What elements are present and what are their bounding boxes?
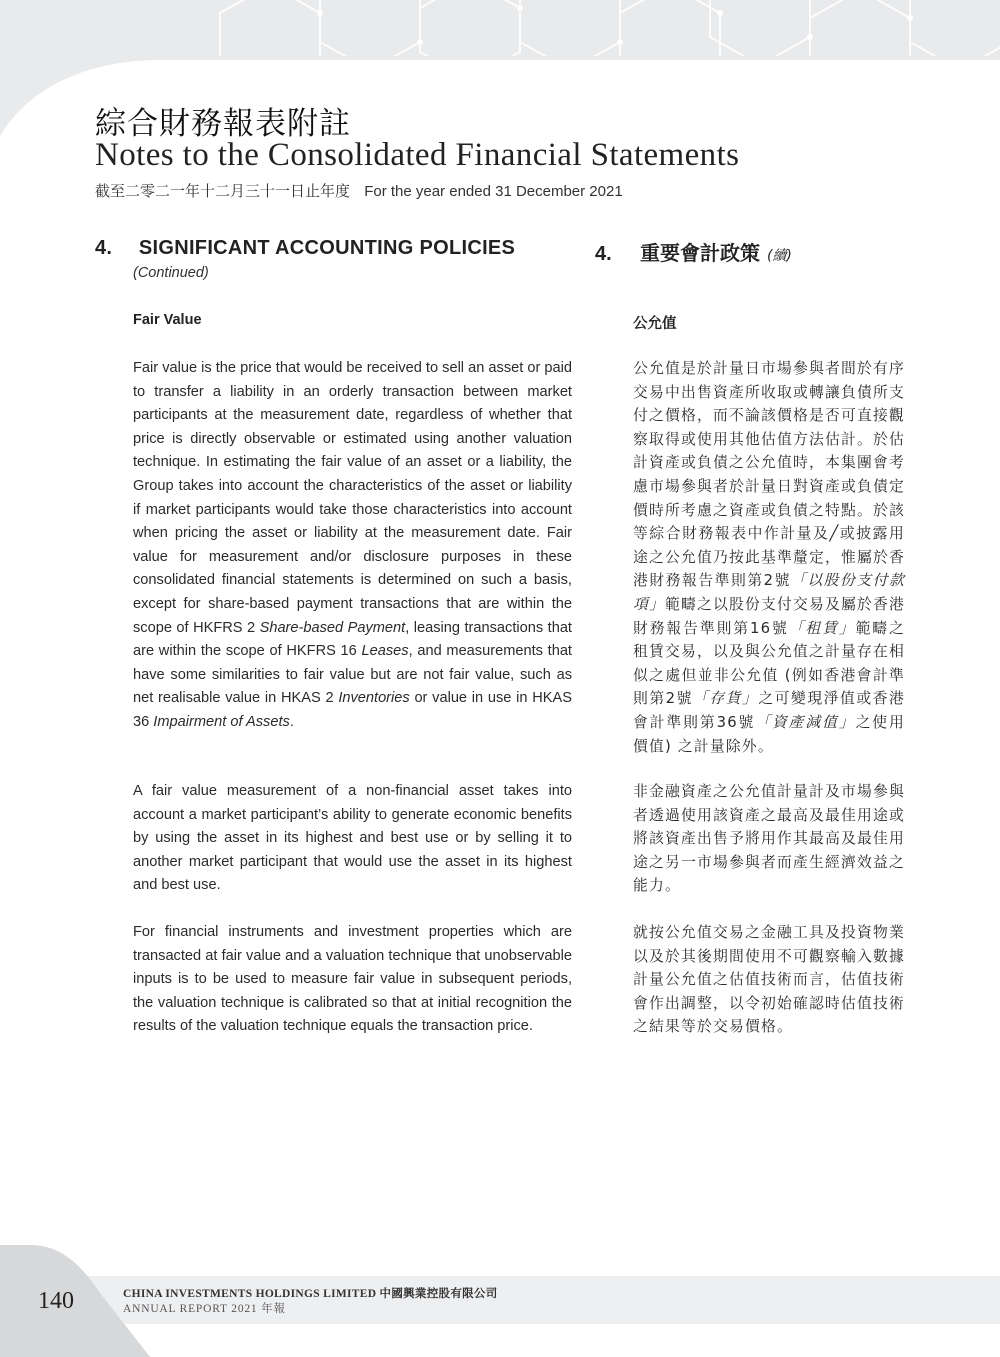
italic-term: Inventories xyxy=(338,690,410,707)
section-title-zh: 重要會計政策 xyxy=(639,241,760,265)
subsection-title-en: Fair Value xyxy=(133,312,202,328)
footer-report: ANNUAL REPORT 2021 年報 xyxy=(123,1303,286,1315)
header-decoration xyxy=(0,0,1000,60)
paragraph-zh-3: 就按公允值交易之金融工具及投資物業以及於其後期間使用不可觀察輸入數據計量公允值之估值技術而言，估值技術會作出調整，以令初始確認時估值技術之結果等於交易價格。 xyxy=(633,924,905,1036)
italic-term: 「租賃」 xyxy=(788,619,856,637)
section-heading-en xyxy=(95,237,515,260)
paragraph-zh-2: 非金融資產之公允值計量計及市場參與者透過使用該資產之最高及最佳用途或將該資產出售予將用作其最高及最佳用途之另一市場參與者而產生經濟效益之能力。 xyxy=(633,783,905,895)
paragraph-en-2: A fair value measurement of a non-financial asset takes into account a market participant’s ability to generate economic benefits by using the asset in its highest and best use or by selling it to another market participant that would use the asset in its highest and best use. xyxy=(133,783,572,894)
italic-term: Impairment of Assets xyxy=(153,713,290,730)
text-run: Fair value is the price that would be received to sell an asset or paid to transfer a liability in an orderly transaction between market participants at the measurement date, regardless of whether that price is directly observable or estimated using another valuation technique. In estimating the fair value of an asset or a liability, the Group takes into account the characteristics of the asset or liability if market participants would take those characteristics into account when pricing the asset or liability at the measurement date. Fair value for measurement and/or disclosure purposes in these consolidated financial statements is determined on such a basis, except for share-based payment transactions that are within the scope of HKFRS 2 xyxy=(133,360,572,636)
section-number-en: 4. xyxy=(95,237,113,259)
text-run: . xyxy=(289,713,294,730)
text-run: 範疇之租賃交易，以及與公允值之計量存在相似之處但並非公允值 (例如香港會計準則第2號 xyxy=(633,619,905,708)
period-subtitle-zh: 截至二零二一年十二月三十一日止年度 xyxy=(95,182,351,200)
hexagon-pattern xyxy=(0,0,1000,60)
page-title-zh: 綜合財務報表附註 xyxy=(95,106,351,142)
italic-term: 「以股份支付款項」 xyxy=(633,572,905,613)
footer-company: CHINA INVESTMENTS HOLDINGS LIMITED 中國興業控股有限公司 xyxy=(123,1288,498,1300)
period-subtitle xyxy=(95,180,623,201)
paragraph-en-3: For financial instruments and investment properties which are transacted at fair value and a valuation technique that unobservable inputs is to be used to measure fair value in subsequent periods, the valuation technique is calibrated so that at initial recognition the results of the valuation technique equals the transaction price. xyxy=(133,924,572,1035)
text-run: , and measurements that have some similarities to fair value but are not fair value, such as net realisable value in HKAS 2 xyxy=(133,643,572,707)
period-subtitle-en: For the year ended 31 December 2021 xyxy=(364,183,623,200)
text-run: 之使用價值) 之計量除外。 xyxy=(633,713,905,755)
text-run: 公允值是於計量日市場參與者間於有序交易中出售資產所收取或轉讓負債所支付之價格，而不論該價格是否可直接觀察取得或使用其他估值方法估計。於估計資產或負債之公允值時，本集團會考慮市場參與者於計量日對資產或負債定價時所考慮之資產或負債之特點。於該等綜合財務報表中作計量及╱或披露用途之公允值乃按此基準釐定，惟屬於香港財務報告準則第2號 xyxy=(633,360,905,590)
subsection-title-zh: 公允值 xyxy=(633,316,677,332)
section-heading-zh xyxy=(595,237,792,266)
italic-term: 「資產減值」 xyxy=(755,713,856,731)
section-number-zh: 4. xyxy=(595,243,612,265)
italic-term: Share-based Payment xyxy=(259,619,406,636)
italic-term: Leases xyxy=(361,643,409,660)
text-run: 範疇之以股份支付交易及屬於香港財務報告準則第16號 xyxy=(633,595,905,637)
paragraph-zh-1 xyxy=(633,357,905,758)
section-continued-en: (Continued) xyxy=(133,265,209,281)
page-title-en: Notes to the Consolidated Financial Statements xyxy=(95,137,740,173)
section-title-en: SIGNIFICANT ACCOUNTING POLICIES xyxy=(138,237,516,259)
paragraph-en-1 xyxy=(133,357,572,735)
section-continued-zh: (續) xyxy=(766,248,792,264)
page-number: 140 xyxy=(38,1288,74,1314)
italic-term: 「存貨」 xyxy=(692,690,759,708)
text-run: 之可變現淨值或香港會計準則第36號 xyxy=(633,690,905,731)
text-run: or value in use in HKAS 36 xyxy=(133,690,573,730)
text-run: , leasing transactions that are within the scope of HKFRS 16 xyxy=(133,619,572,660)
